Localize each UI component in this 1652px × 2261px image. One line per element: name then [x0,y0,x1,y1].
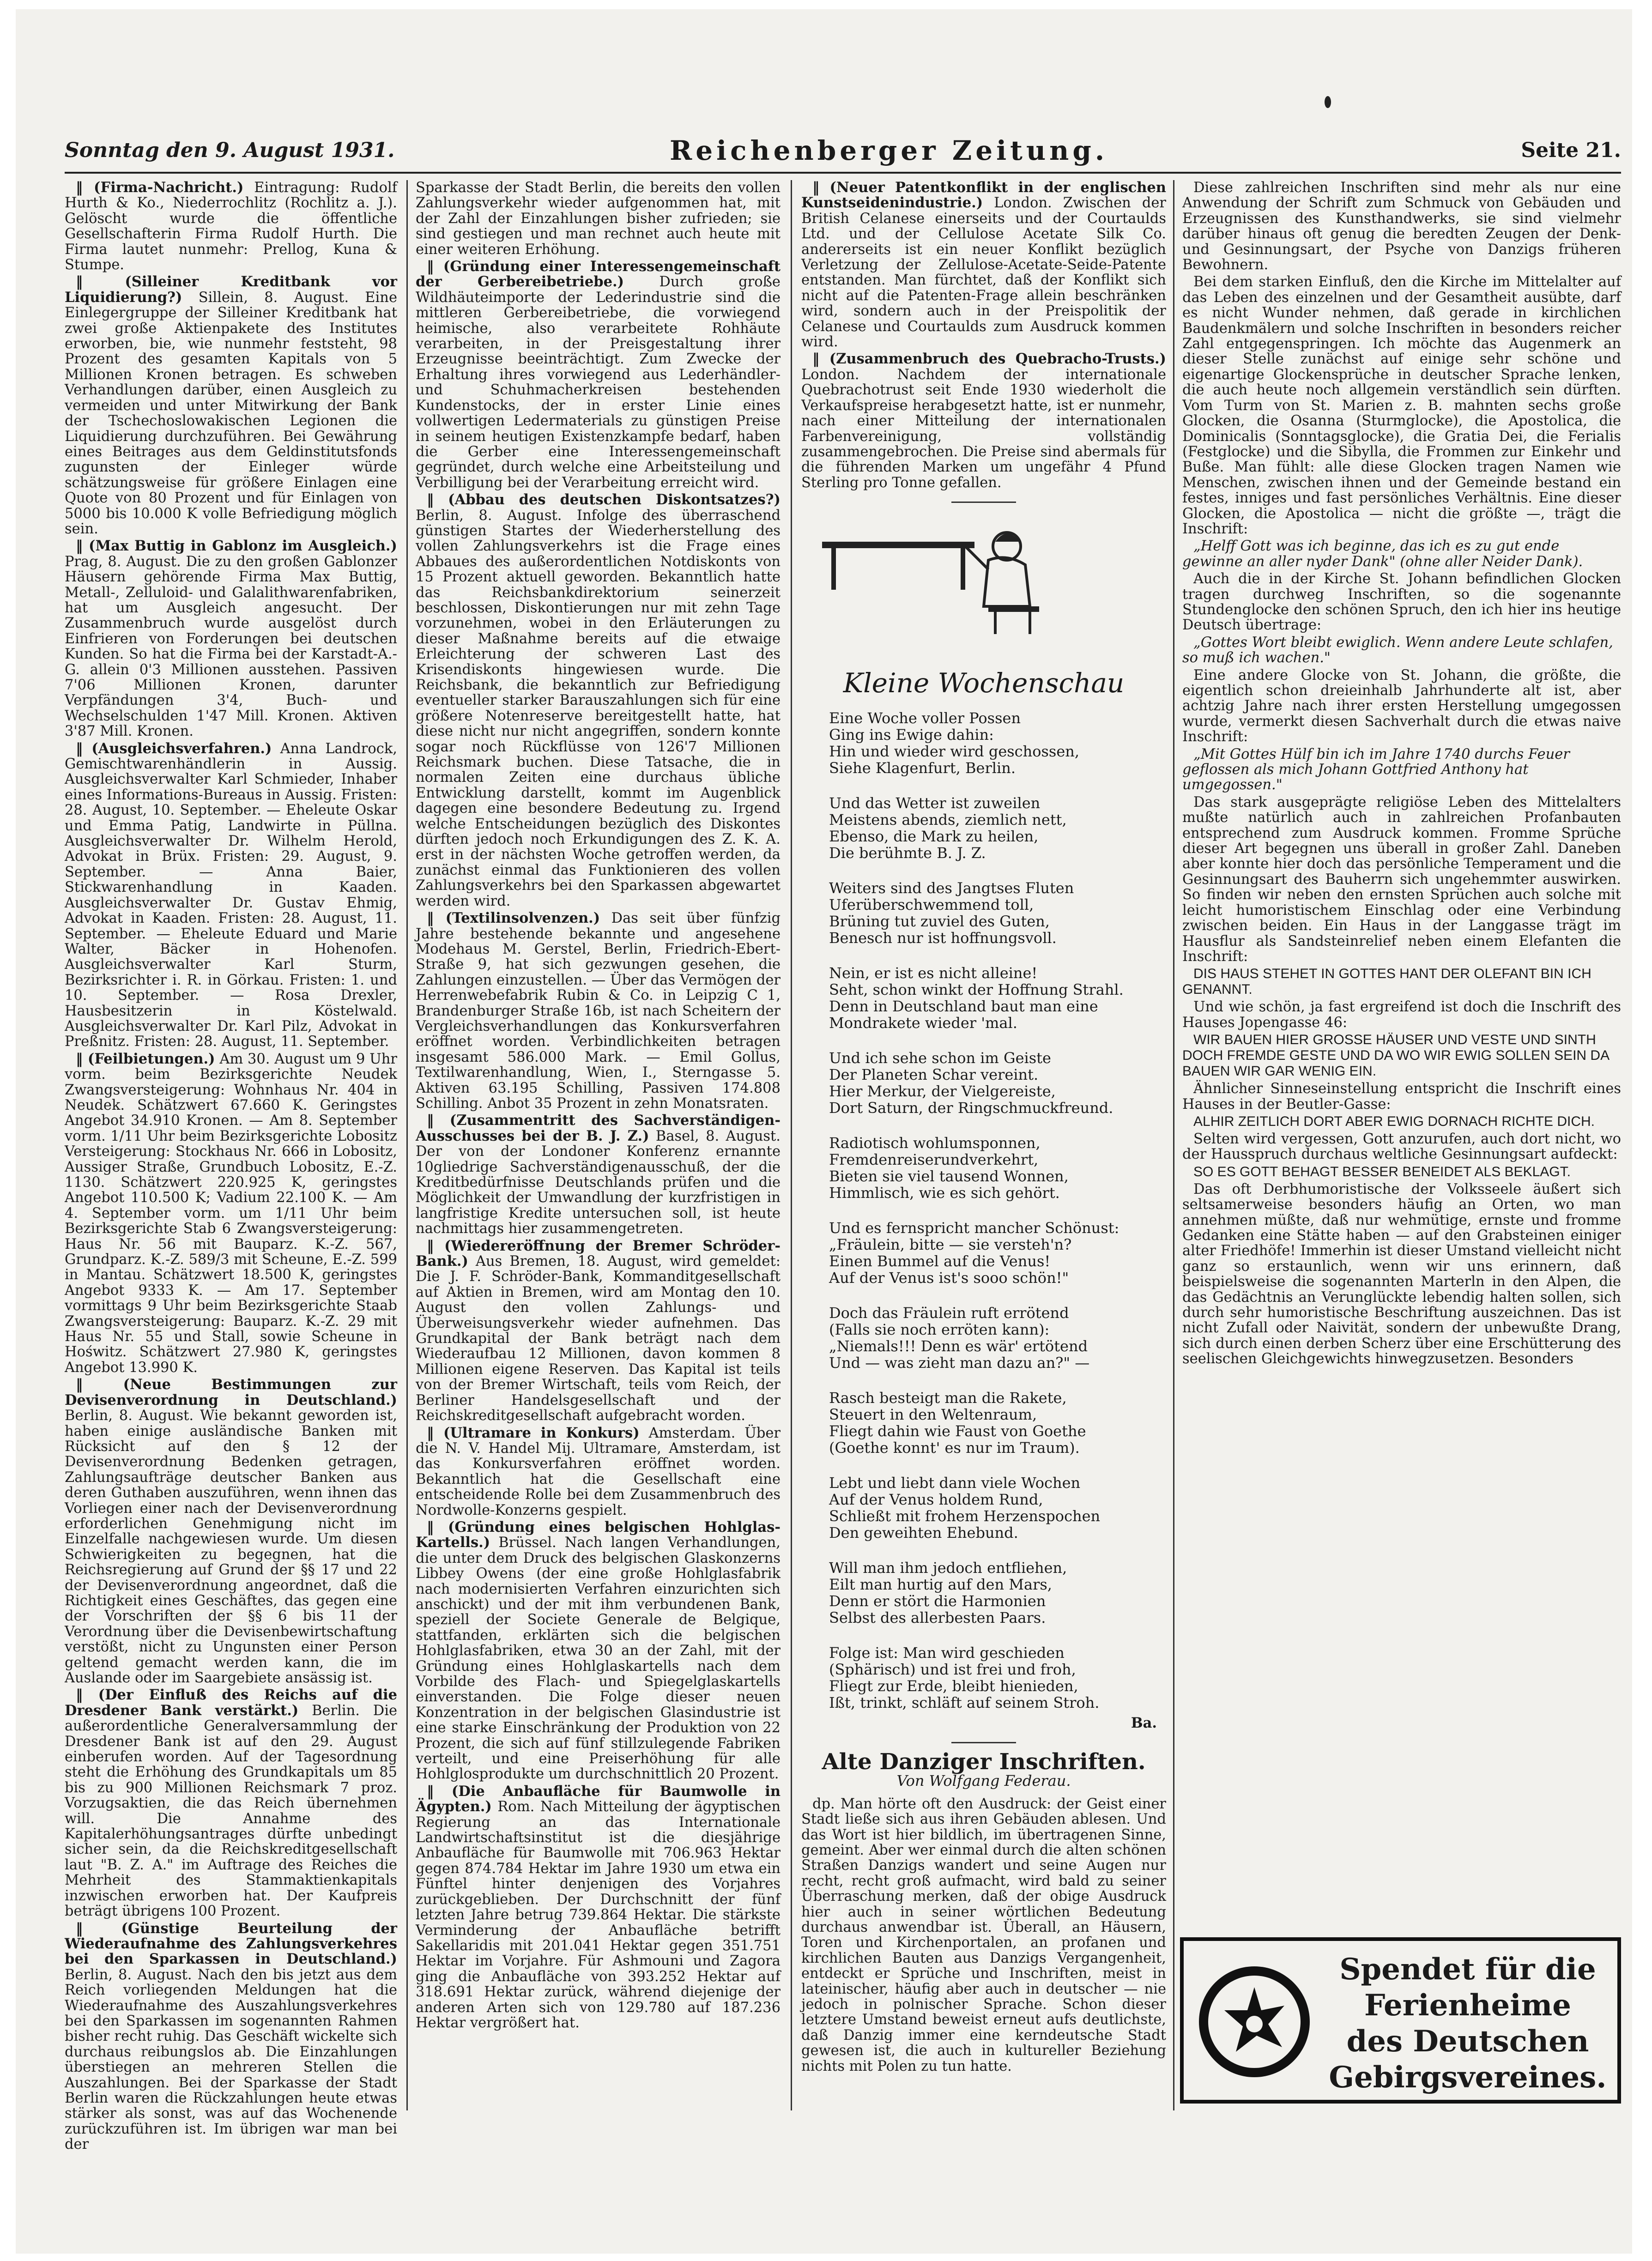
ad-line: Ferienheime [1364,1988,1571,2023]
news-item [65,1921,397,2152]
poem-line: Hin und wieder wird geschossen, [829,742,1080,760]
news-item [416,180,781,257]
news-item [416,259,781,490]
poem-stanza [829,1050,1166,1116]
poem-line: (Goethe konnt' es nur im Traum). [829,1439,1080,1457]
poem-line: Fliegt dahin wie Faust von Goethe [829,1422,1086,1440]
poem-stanza [829,1305,1166,1371]
poem-line: Seht, schon winkt der Hoffnung Strahl. [829,980,1124,998]
club-emblem-icon [1192,1955,1317,2089]
poem-line: (Sphärisch) und ist frei und froh, [829,1660,1076,1678]
poem-line: Der Planeten Schar vereint. [829,1065,1039,1083]
article-paragraph: dp. Man hörte oft den Ausdruck: der Geist einer Stadt ließe sich aus ihren Gebäuden ablesen. Und das Wort ist hier bildlich, im übertragenen Sinne, gemeint. Aber wer einmal durch die alten schönen Straßen Danzigs wandert und seine Augen nur recht, recht groß aufmacht, wird bald zu seiner Überraschung merken, daß der obige Ausdruck hier auch in seiner wörtlichen Bedeutung durchaus anwendbar ist. Überall, an Häusern, Toren und Kirchenportalen, an profanen und kirchlichen Bauten aus Danzigs Vergangenheit, entdeckt er Sprüche und Inschriften, meist in lateinischer, häufig aber auch in deutscher — nie jedoch in polnischer Sprache. Schon dieser letztere Umstand beweist erneut aufs deutlichste, daß Danzig immer eine kerndeutsche Stadt gewesen ist, die auch in kultureller Beziehung nichts mit Polen zu tun hatte. [801,1796,1166,2074]
poem-line: Und das Wetter ist zuweilen [829,794,1041,812]
poem-line: Radiotisch wohlumsponnen, [829,1134,1041,1152]
poem-stanza [829,1390,1166,1456]
poem-line: Denn er stört die Harmonien [829,1592,1046,1610]
writer-at-desk-icon [813,514,1155,653]
poem-line: Die berühmte B. J. Z. [829,844,986,862]
column-3 [801,180,1166,2110]
poem-line: Will man ihm jedoch entfliehen, [829,1559,1067,1577]
inscription-caps: WIR BAUEN HIER GROSSE HÄUSER UND VESTE UND SINTH DOCH FREMDE GESTE UND DA WO WIR EWIG SOLLEN SEIN DA BAUEN WIR GAR WENIG EIN. [1182,1032,1609,1079]
article-byline: Von Wolfgang Federau. [896,1772,1071,1790]
poem-line: Und ich sehe schon im Geiste [829,1049,1051,1067]
news-item-heading: ‖ (Zusammenbruch des Quebracho-Trusts.) [812,351,1166,368]
poem-line: Doch das Fräulein ruft errötend [829,1304,1069,1322]
inscription-quote: „Gottes Wort bleibt ewiglich. Wenn andere Leute schlafen, so muß ich wachen." [1182,634,1613,666]
poem-line: Mondrakete wieder 'mal. [829,1014,1017,1032]
news-item-text: Prag, 8. August. Die zu den großen Gablonzer Häusern gehörende Firma Max Buttig, Metall-, Zelluloid- und Galalithwarenfabriken, hat um Ausgleich angesucht. Der Zusammenbruch wurde ausgelöst durch Einfrieren von Forderungen bei deutschen Kunden. So hat die Firma bei der Karstadt-A.-G. allein 0'3 Millionen ausstehen. Passiven 7'06 Millionen Kronen, darunter Verpfändungen 3'4, Buch- und Wechselschulden 1'47 Mill. Kronen. Aktiven 3'87 Mill. Kronen. [65,553,397,740]
news-item-text: Berlin, 8. August. Infolge des überraschend günstigen Startes der Wiederherstellung des vollen Zahlungsverkehrs ist die Frage eines Abbaues des außerordentlichen Notdiskonts von 15 Prozent aktuell geworden. Bekanntlich hatte das Reichsbankdirektorium seinerzeit beschlossen, Diskontierungen nur mit zehn Tage vorzunehmen, wobei in den Erläuterungen zu dieser Maßnahme bereits auf die etwaige Erleichterung der schweren Last des Krisendiskonts hingewiesen wurde. Die Reichsbank, die bekanntlich zur Befriedigung eventueller starker Barauszahlungen sich für eine größere Notenreserve bereitgestellt hatte, hat diese nicht nur nicht angegriffen, sondern konnte sogar noch Rückflüsse von 126'7 Millionen Reichsmark buchen. Diese Tatsache, die in normalen Zeiten eine durchaus übliche Entwicklung darstellt, kommt im Augenblick dagegen eine besondere Bedeutung zu. Irgend welche Entscheidungen bezüglich des Diskontes dürften jedoch noch Erkundigungen des Z. K. A. erst in der nächsten Woche getroffen werden, da zunächst einmal das Funktionieren des vollen Zahlungsverkehrs bei den Sparkassen abgewartet werden wird. [416,507,781,909]
article-paragraph: Das oft Derbhumoristische der Volksseele äußert sich seltsamerweise besonders häufig an Orten, wo man annehmen müßte, daß nur wehmütige, ernste und fromme Gedanken eine Stätte haben — auf den Grabsteinen einiger alter Friedhöfe! Immerhin ist dieser Umstand vielleicht nicht ganz so erstaunlich, wenn wir uns erinnern, daß beispielsweise die sogenannten Marterln in den Alpen, die das Gedächtnis an Verunglückte lebendig halten sollen, sich durch sehr humoristische Beschriftung auszeichnen. Das ist nicht Zufall oder Naivität, sondern der unbewußte Drang, sich durch einen derben Scherz über eine Erschütterung des seelischen Gleichgewichts hinwegzusetzen. Besonders [1182,1181,1621,1367]
news-items [801,180,1166,490]
separator [951,1742,1016,1743]
poem-stanza [829,965,1166,1031]
article-paragraph: Eine andere Glocke von St. Johann, die größte, die eigentlich schon dreieinhalb Jahrhunderte alt ist, aber achtzig Jahre nach ihrer ersten Herstellung umgegossen wurde, vermerkt diesen Sachverhalt durch die etwas naive Inschrift: [1182,667,1621,745]
news-item [65,274,397,537]
poem-line: Eine Woche voller Possen [829,709,1021,727]
news-item-heading: ‖ (Neuer Patentkonflikt in der englischen Kunstseidenindustrie.) [801,179,1166,212]
news-item-text: Anna Landrock, Gemischtwarenhändlerin in Aussig. Ausgleichsverwalter Karl Schmieder, Inhaber eines Informations-Bureaus in Aussig. Fristen: 28. August, 10. September. — Eheleute Oskar und Emma Patig, Landwirte in Püllna. Ausgleichsverwalter Dr. Wilhelm Herold, Advokat in Brüx. Fristen: 29. August, 9. September. — Anna Baier, Stickwarenhandlung in Kaaden. Ausgleichsverwalter Dr. Gustav Ehmig, Advokat in Kaaden. Fristen: 28. August, 11. September. — Eheleute Eduard und Marie Walter, Bäcker in Hohenofen. Ausgleichsverwalter Karl Sturm, Bezirksrichter i. R. in Görkau. Fristen: 1. und 10. September. — Rosa Drexler, Hausbesitzerin in Köstelwald. Ausgleichsverwalter Dr. Karl Pilz, Advokat in Preßnitz. Fristen: 28. August, 11. September. [65,740,397,1050]
ink-blot [1325,96,1331,108]
news-item-text: Berlin. Die außerordentliche Generalversammlung der Dresdener Bank ist auf den 29. August einberufen worden. Auf der Tagesordnung steht die Erhöhung des Grundkapitals um 85 bis zu 900 Millionen Reichsmark 7 proz. Vorzugsaktien, die das Reich übernehmen will. Die Annahme des Kapitalerhöhungsantrages dürfte unbedingt sicher sein, da die Reichskreditgesellschaft laut "B. Z. A." im Auftrage des Reiches die Mehrheit des Stammaktienkapitals inzwischen erworben hat. Der Kaufpreis beträgt übrigens 100 Prozent. [65,1702,397,1920]
poem-line: Steuert in den Weltenraum, [829,1405,1037,1423]
article-paragraph: Das stark ausgeprägte religiöse Leben des Mittelalters mußte natürlich auch in zahlreichen Profanbauten entsprechend zum Ausdruck kommen. Fromme Sprüche dieser Art begegnen uns überall in großer Zahl. Daneben aber konnte hier doch das persönliche Temperament und die Gesinnungsart des Bauherrn sich ungehemmter auswirken. So finden wir neben den ernsten Sprüchen auch solche mit leicht humoristischem Einschlag oder eine Verbindung zwischen beiden. Ein Haus in der Langgasse trägt im Hausflur als Sandsteinrelief neben einem Elefanten die Inschrift: [1182,794,1621,965]
news-item [416,1113,781,1236]
newspaper-title: Reichenberger Zeitung. [670,135,1108,166]
poem-line: Ebenso, die Mark zu heilen, [829,827,1039,845]
inscription-caps: ALHIR ZEITLICH DORT ABER EWIG DORNACH RICHTE DICH. [1193,1113,1595,1129]
news-item [801,351,1166,490]
inscription-quote: „Helff Gott was ich beginne, das ich es zu gut ende gewinne an aller nyder Dank" (ohne aller Neider Dank). [1182,538,1583,570]
poem-line: Bieten sie viel tausend Wonnen, [829,1167,1069,1185]
poem-line: Ißt, trinkt, schläft auf seinem Stroh. [829,1693,1100,1711]
news-item-text: Berlin, 8. August. Nach den bis jetzt aus dem Reich vorliegenden Meldungen hat die Wiederaufnahme des Auszahlungsverkehres bei den Sparkassen im sogenannten Rahmen bisher recht ruhig. Das Geschäft wickelte sich durchaus reibungslos ab. Die Einzahlungen überstiegen an mehreren Stellen die Auszahlungen. Bei der Sparkasse der Stadt Berlin waren die Rückzahlungen heute etwas stärker als sonst, was auf das Wochenende zurückzuführen ist. Im übrigen war man bei der [65,1966,397,2153]
news-item-text: Durch große Wildhäuteimporte der Lederindustrie sind die mittleren Gerbereibetriebe, die vorwiegend heimische, also verarbeitete Rohhäute verarbeiten, in der Preisgestaltung ihrer Erzeugnisse beeinträchtigt. Zum Zwecke der Erhaltung ihres vorwiegend aus Lederhändler- und Schuhmacherkreisen bestehenden Kundenstocks, der in erster Linie eines vollwertigen Ledermaterials zu günstigen Preise in seinem heutigen Existenzkampfe bedarf, haben die Gerber eine Interessengemeinschaft gegründet, durch welche eine Arbeitsteilung und Verbilligung bei der Verarbeitung erreicht wird. [416,274,781,491]
poem-line: Und es fernspricht mancher Schönust: [829,1219,1119,1237]
article-paragraph: Und wie schön, ja fast ergreifend ist doch die Inschrift des Hauses Jopengasse 46: [1182,999,1621,1031]
page-number: Seite 21. [1521,139,1621,162]
poem-line: Selbst des allerbesten Paars. [829,1608,1046,1626]
news-item [65,1052,397,1376]
poem-line: Denn in Deutschland baut man eine [829,997,1098,1015]
article-paragraph: Diese zahlreichen Inschriften sind mehr als nur eine Anwendung der Schrift zum Schmuck von Gebäuden und Erzeugnissen des Kunsthandwerks, sie sind vielmehr darüber hinaus oft genug die beredten Zeugen der Denk- und Gesinnungsart, der Psyche von Danzigs früheren Bewohnern. [1182,180,1621,273]
news-item [65,538,397,739]
poem-line: Und — was zieht man dazu an?" — [829,1354,1090,1372]
poem-stanza [829,1560,1166,1626]
separator [951,502,1016,503]
news-item [416,1426,781,1518]
poem-stanza [829,1644,1166,1711]
poem-line: „Fräulein, bitte — sie versteh'n? [829,1235,1072,1253]
poem-title: Kleine Wochenschau [843,667,1125,699]
article-paragraph: Ähnlicher Sinneseinstellung entspricht die Inschrift eines Hauses in der Beutler-Gasse: [1182,1081,1621,1112]
article-paragraph: Bei dem starken Einfluß, den die Kirche im Mittelalter auf das Leben des einzelnen und der Gesamtheit ausübte, darf es nicht Wunder nehmen, daß gerade in kirchlichen Baudenkmälern und solche Inschriften in besonders reicher Zahl entgegenspringen. Ich möchte das Augenmerk an dieser Stelle zunächst auf einige sehr schöne und eigenartige Glockensprüche in deutscher Sprache lenken, die auch heute noch allgemein verständlich sein dürften. Vom Turm von St. Marien z. B. mahnten sechs große Glocken, die Osanna (Sturmglocke), die Apostolica, die Dominicalis (Sonntagsglocke), die Gratia Dei, die Ferialis (Festglocke) und die Sibylla, die Frommen zur Einkehr und Buße. Man fühlt: alle diese Glocken tragen Namen wie Menschen, zwischen ihnen und der Gemeinde bestand ein festes, inniges und fast persönliches Verhältnis. Eine dieser Glocken, die Apostolica — nicht die größte —, trägt die Inschrift: [1182,274,1621,537]
news-item-heading: ‖ (Gründung eines belgischen Hohlglas-Kartells.) [416,1518,781,1551]
poem-line: (Falls sie noch erröten kann): [829,1320,1050,1338]
issue-date: Sonntag den 9. August 1931. [65,139,395,162]
news-item-text: London. Zwischen der British Celanese einerseits und der Courtaulds Ltd. und der Cellulose Acetate Silk Co. andererseits ist ein neuer Konflikt bezüglich Verletzung der Zellulose-Acetate-Seide-Patente entstanden. Man fürchtet, daß der Konflikt sich nicht auf die Patenten-Frage allein beschränken wird, sondern auch in der Preispolitik der Celanese und Courtaulds zum Ausdruck kommen wird. [801,195,1166,351]
poem-stanza [829,1475,1166,1541]
poem-line: Brüning tut zuviel des Guten, [829,912,1050,930]
news-item [416,492,781,909]
news-item-text: London. Nachdem der internationale Quebrachotrust seit Ende 1930 wiederholt die Verkaufspreise herabgesetzt hatte, ist er nunmehr, nach einer Mitteilung der internationalen Farbenvereinigung, vollständig zusammengebrochen. Die Preise sind abermals für die führenden Marken um ungefähr 4 Pfund Sterling pro Tonne gefallen. [801,366,1166,491]
news-item-heading: ‖ (Max Buttig in Gablonz im Ausgleich.) [76,538,397,555]
column-1 [65,179,397,2153]
news-item-heading: ‖ (Feilbietungen.) [76,1050,215,1067]
news-item [65,1687,397,1919]
poem-line: Eilt man hurtig auf den Mars, [829,1575,1052,1593]
news-item-heading: ‖ (Günstige Beurteilung der Wiederaufnahme des Zahlungsverkehres bei den Sparkassen in Deutschland.) [65,1920,397,1968]
news-item-text: Am 30. August um 9 Uhr vorm. beim Bezirksgerichte Neudek Zwangsversteigerung: Wohnhaus Nr. 404 in Neudek. Schätzwert 67.660 K. Geringstes Angebot 34.910 Kronen. — Am 8. September vorm. 1/11 Uhr beim Bezirksgerichte Lobositz Versteigerung: Stockhaus Nr. 666 in Lobositz, Aussiger Straße, Grundbuch Lobositz, E.-Z. 1130. Schätzwert 220.925 K, geringstes Angebot 110.500 K; Vadium 22.100 K. — Am 4. September vorm. um 1/11 Uhr beim Bezirksgerichte Stab 6 Zwangsversteigerung: Haus Nr. 56 mit Bauparz. K.-Z. 567, Grundparz. K.-Z. 589/3 mit Scheune, E.-Z. 599 in Mantau. Schätzwert 18.500 K, geringstes Angebot 9333 K. — Am 17. September vormittags 9 Uhr beim Bezirksgerichte Staab Zwangsversteigerung: Bauparz. K.-Z. 29 mit Haus Nr. 55 und Stall, sowie Scheune in Hoświtz. Schätzwert 27.980 K, geringstes Angebot 13.990 K. [65,1051,397,1376]
news-item-heading: ‖ (Firma-Nachricht.) [76,179,244,196]
poem-line: Siehe Klagenfurt, Berlin. [829,759,1016,777]
ad-line: Gebirgsvereines. [1329,2060,1607,2095]
poem-stanza [829,1135,1166,1201]
news-item [65,741,397,1050]
news-item-heading: ‖ (Gründung einer Interessengemeinschaft der Gerbereibetriebe.) [416,258,781,290]
news-item-text: Das seit über fünfzig Jahre bestehende bekannte und angesehene Modehaus M. Gerstel, Berlin, Friedrich-Ebert-Straße 9, hat sich gezwungen gesehen, die Zahlungen einzustellen. — Über das Vermögen der Herrenwebefabrik Rubin & Co. in Leipzig C 1, Brandenburger Straße 16b, ist nach Scheitern der Vergleichsverhandlungen das Konkursverfahren eröffnet worden. Verbindlichkeiten betragen insgesamt 586.000 Mark. — Emil Gollus, Textilwarenhandlung, Wien, I., Sterngasse 5. Aktiven 63.195 Schilling, Passiven 174.808 Schilling. Anbot 35 Prozent in zehn Monatsraten. [416,910,781,1112]
poem-line: Den geweihten Ehebund. [829,1523,1018,1542]
poem-line: Fliegt zur Erde, bleibt hienieden, [829,1677,1078,1695]
news-item [416,1784,781,2031]
news-item-heading: ‖ (Silleiner Kreditbank vor Liquidierung?) [65,273,397,306]
poem-line: Benesch nur ist hoffnungsvoll. [829,929,1057,947]
news-item-text: Rom. Nach Mitteilung der ägyptischen Regierung an das Internationale Landwirtschaftsinstitut ist die diesjährige Anbaufläche für Baumwolle mit 706.963 Hektar gegen 874.784 Hektar im Jahre 1930 um etwa ein Fünftel hinter denjenigen des Vorjahres zurückgeblieben. Der Durchschnitt der fünf letzten Jahre betrug 739.864 Hektar. Die stärkste Verminderung der Anbaufläche betrifft Sakellaridis mit 201.041 Hektar gegen 351.751 Hektar im Vorjahre. Für Ashmouni und Zagora ging die Anbaufläche von 393.252 Hektar auf 318.691 Hektar zurück, während diejenige der anderen Arten sich von 129.780 auf 187.236 Hektar vergrößert hat. [416,1799,781,2031]
news-item-heading: ‖ (Ausgleichsverfahren.) [76,740,272,757]
news-item-heading: ‖ (Die Anbaufläche für Baumwolle in Ägypten.) [416,1783,781,1815]
poem-line: Nein, er ist es nicht alleine! [829,964,1038,982]
poem-line: Folge ist: Man wird geschieden [829,1644,1065,1662]
page-header [65,135,1621,174]
news-item [65,180,397,272]
news-item-heading: ‖ (Wiedereröffnung der Bremer Schröder-Bank.) [416,1237,781,1270]
article-title: Alte Danziger Inschriften. [822,1748,1146,1775]
column-rule [791,180,792,2110]
news-item [416,1239,781,1424]
article-paragraph: Auch die in der Kirche St. Johann befindlichen Glocken tragen durchweg Inschriften, so die sogenannte Stundenglocke den schönen Spruch, den ich hier ins heutige Deutsch übertrage: [1182,571,1621,634]
news-item-heading: ‖ (Textilinsolvenzen.) [427,910,600,927]
poem-line: Weiters sind des Jangtses Fluten [829,879,1074,897]
news-item-text: Sparkasse der Stadt Berlin, die bereits den vollen Zahlungsverkehr wieder aufgenommen hat, mit der Zahl der Einzahlungen bisher zufrieden; sie sind gestiegen und man rechnet auch heute mit einer weiteren Erhöhung. [416,180,781,258]
news-item-text: Eintragung: Rudolf Hurth & Ko., Niederrochlitz (Rochlitz a. J.). Gelöscht wurde die öffentliche Gesellschafterin Firma Rudolf Hurth. Die Firma lautet nunmehr: Prellog, Kuna & Stumpe. [65,180,397,273]
column-2 [416,180,781,2110]
poem [801,710,1166,1711]
news-item-text: Amsterdam. Über die N. V. Handel Mij. Ultramare, Amsterdam, ist das Konkursverfahren eröffnet worden. Bekanntlich hat die Gesellschaft eine entscheidende Rolle bei dem Zusammenbruch des Nordwolle-Konzerns gespielt. [416,1425,781,1518]
poem-stanza [829,1220,1166,1286]
news-item-text: Sillein, 8. August. Eine Einlegergruppe der Silleiner Kreditbank hat zwei große Aktienpakete des Institutes erworben, bie, wie nunmehr feststeht, 98 Prozent des gesamten Kapitals von 5 Millionen Kronen betragen. Es schweben Verhandlungen darüber, einen Ausgleich zu vermeiden und unter Mitwirkung der Bank der Tschechoslowakischen Legionen die Liquidierung durchzuführen. Bei Gewährung eines Beitrages aus dem Geldinstitutsfonds zugunsten der Einleger würde schätzungsweise für größere Einlagen eine Quote von 80 Prozent und für Einlagen von 5000 bis 10.000 K volle Befriedigung möglich sein. [65,289,397,537]
ad-line: des Deutschen [1346,2024,1589,2059]
advertisement-box [1180,1937,1621,2104]
column-rule [1173,180,1174,2110]
poem-line: Uferüberschwemmend toll, [829,895,1034,913]
news-item-text: Brüssel. Nach langen Verhandlungen, die unter dem Druck des belgischen Glaskonzerns Libbey Owens (der eine große Hohlglasfabrik nach modernisierten Verfahren einzurichten sich anschickt) und der mit ihm verbundenen Bank, speziell der Societe Generale de Belgique, stattfanden, erklärten sich die belgischen Hohlglasfabriken, etwa 30 an der Zahl, mit der Gründung eines Hohlglaskartells nach dem Vorbilde des Flach- und Spiegelglaskartells einverstanden. Die Folge dieser neuen Konzentration in der belgischen Glasindustrie ist eine starke Einschränkung der Produktion von 22 Prozent, die sich auf fünf stillzulegende Fabriken verteilt, und eine Preiserhöhung für alle Hohlglosprodukte um durchschnittlich 20 Prozent. [416,1535,781,1783]
poem-line: „Niemals!!! Denn es wär' ertötend [829,1337,1088,1355]
poem-stanza [829,710,1166,776]
inscription-caps: SO ES GOTT BEHAGT BESSER BENEIDET ALS BEKLAGT. [1193,1164,1571,1179]
poem-line: Himmlisch, wie es sich gehört. [829,1184,1060,1202]
ad-line: Spendet für die [1339,1952,1596,1987]
news-item-heading: ‖ (Der Einfluß des Reichs auf die Dresdener Bank verstärkt.) [65,1687,397,1719]
inscription-caps: DIS HAUS STEHET IN GOTTES HANT DER OLEFANT BIN ICH GENANNT. [1182,966,1591,998]
poem-line: Fremdenreiserundverkehrt, [829,1150,1039,1168]
poem-line: Lebt und liebt dann viele Wochen [829,1474,1081,1492]
news-item-heading: ‖ (Zusammentritt des Sachverständigen-Ausschusses bei der B. J. Z.) [416,1112,781,1144]
poem-line: Hier Merkur, der Vielgereiste, [829,1082,1056,1100]
poem-line: Auf der Venus ist's sooo schön!" [829,1269,1069,1287]
poem-line: Meistens abends, ziemlich nett, [829,810,1067,828]
news-item-heading: ‖ (Neue Bestimmungen zur Devisenverordnung in Deutschland.) [65,1376,397,1409]
poem-signature: Ba. [1131,1714,1157,1731]
poem-stanza [829,795,1166,861]
news-item [65,1377,397,1686]
poem-stanza [829,880,1166,946]
news-item-heading: ‖ (Ultramare in Konkurs) [427,1424,640,1441]
news-item-text: Aus Bremen, 18. August, wird gemeldet: Die J. F. Schröder-Bank, Kommanditgesellschaft auf Aktien in Bremen, wird am Montag den 10. August den vollen Zahlungs- und Überweisungsverkehr wieder aufnehmen. Das Grundkapital der Bank beträgt nach dem Wiederaufbau 12 Millionen, davon kommen 8 Millionen eigene Reserven. Das Kapital ist teils von der Bremer Wirtschaft, teils vom Reich, der Berliner Handelsgesellschaft und der Reichskreditgesellschaft aufgebracht worden. [416,1253,781,1424]
news-item [801,180,1166,350]
poem-line: Ging ins Ewige dahin: [829,725,994,744]
news-item [416,911,781,1111]
poem-line: Einen Bummel auf die Venus! [829,1252,1051,1270]
news-item-text: Basel, 8. August. Der von der Londoner Konferenz ernannte 10gliedrige Sachverständigenausschuß, der die Kreditbedürfnisse Deutschlands prüfen und die Möglichkeit der Umwandlung der kurzfristigen in langfristige Kredite untersuchen soll, ist heute nachmittags hier zusammengetreten. [416,1128,781,1237]
poem-line: Auf der Venus holdem Rund, [829,1490,1043,1508]
poem-line: Dort Saturn, der Ringschmuckfreund. [829,1099,1113,1117]
column-4 [1182,180,1621,1930]
poem-line: Rasch besteigt man die Rakete, [829,1389,1067,1407]
article-paragraph: Selten wird vergessen, Gott anzurufen, auch dort nicht, wo der Hausspruch durchaus weltliche Gesinnungsart aufdeckt: [1182,1130,1621,1163]
poem-line: Schließt mit frohem Herzenspochen [829,1507,1101,1525]
news-item-text: Berlin, 8. August. Wie bekannt geworden ist, haben einige ausländische Banken mit Rücksicht auf den § 12 der Devisenverordnung Bedenken getragen, Zahlungsaufträge deutscher Banken aus deren Guthaben auszuführen, wenn ihnen das Vorliegen einer nach der Devisenverordnung erforderlichen Genehmigung nicht im Einzelfalle nachgewiesen wurde. Um diesen Schwierigkeiten zu begegnen, hat die Reichsregierung auf Grund der §§ 17 und 22 der Devisenverordnung angeordnet, daß die Richtigkeit eines Geschäftes, das gegen eine der Vorschriften der §§ 6 bis 11 der Verordnung über die Devisenbewirtschaftung verstößt, nicht zu Ungunsten einer Person geltend gemacht werden kann, die im Auslande oder im Saargebiete ansässig ist. [65,1408,397,1686]
news-item-heading: ‖ (Abbau des deutschen Diskontsatzes?) [427,491,781,508]
news-item [416,1520,781,1782]
inscription-quote: „Mit Gottes Hülf bin ich im Jahre 1740 durchs Feuer geflossen als mich Johann Gottfried Anthony hat umgegossen." [1182,746,1570,793]
column-rule [406,180,408,2110]
